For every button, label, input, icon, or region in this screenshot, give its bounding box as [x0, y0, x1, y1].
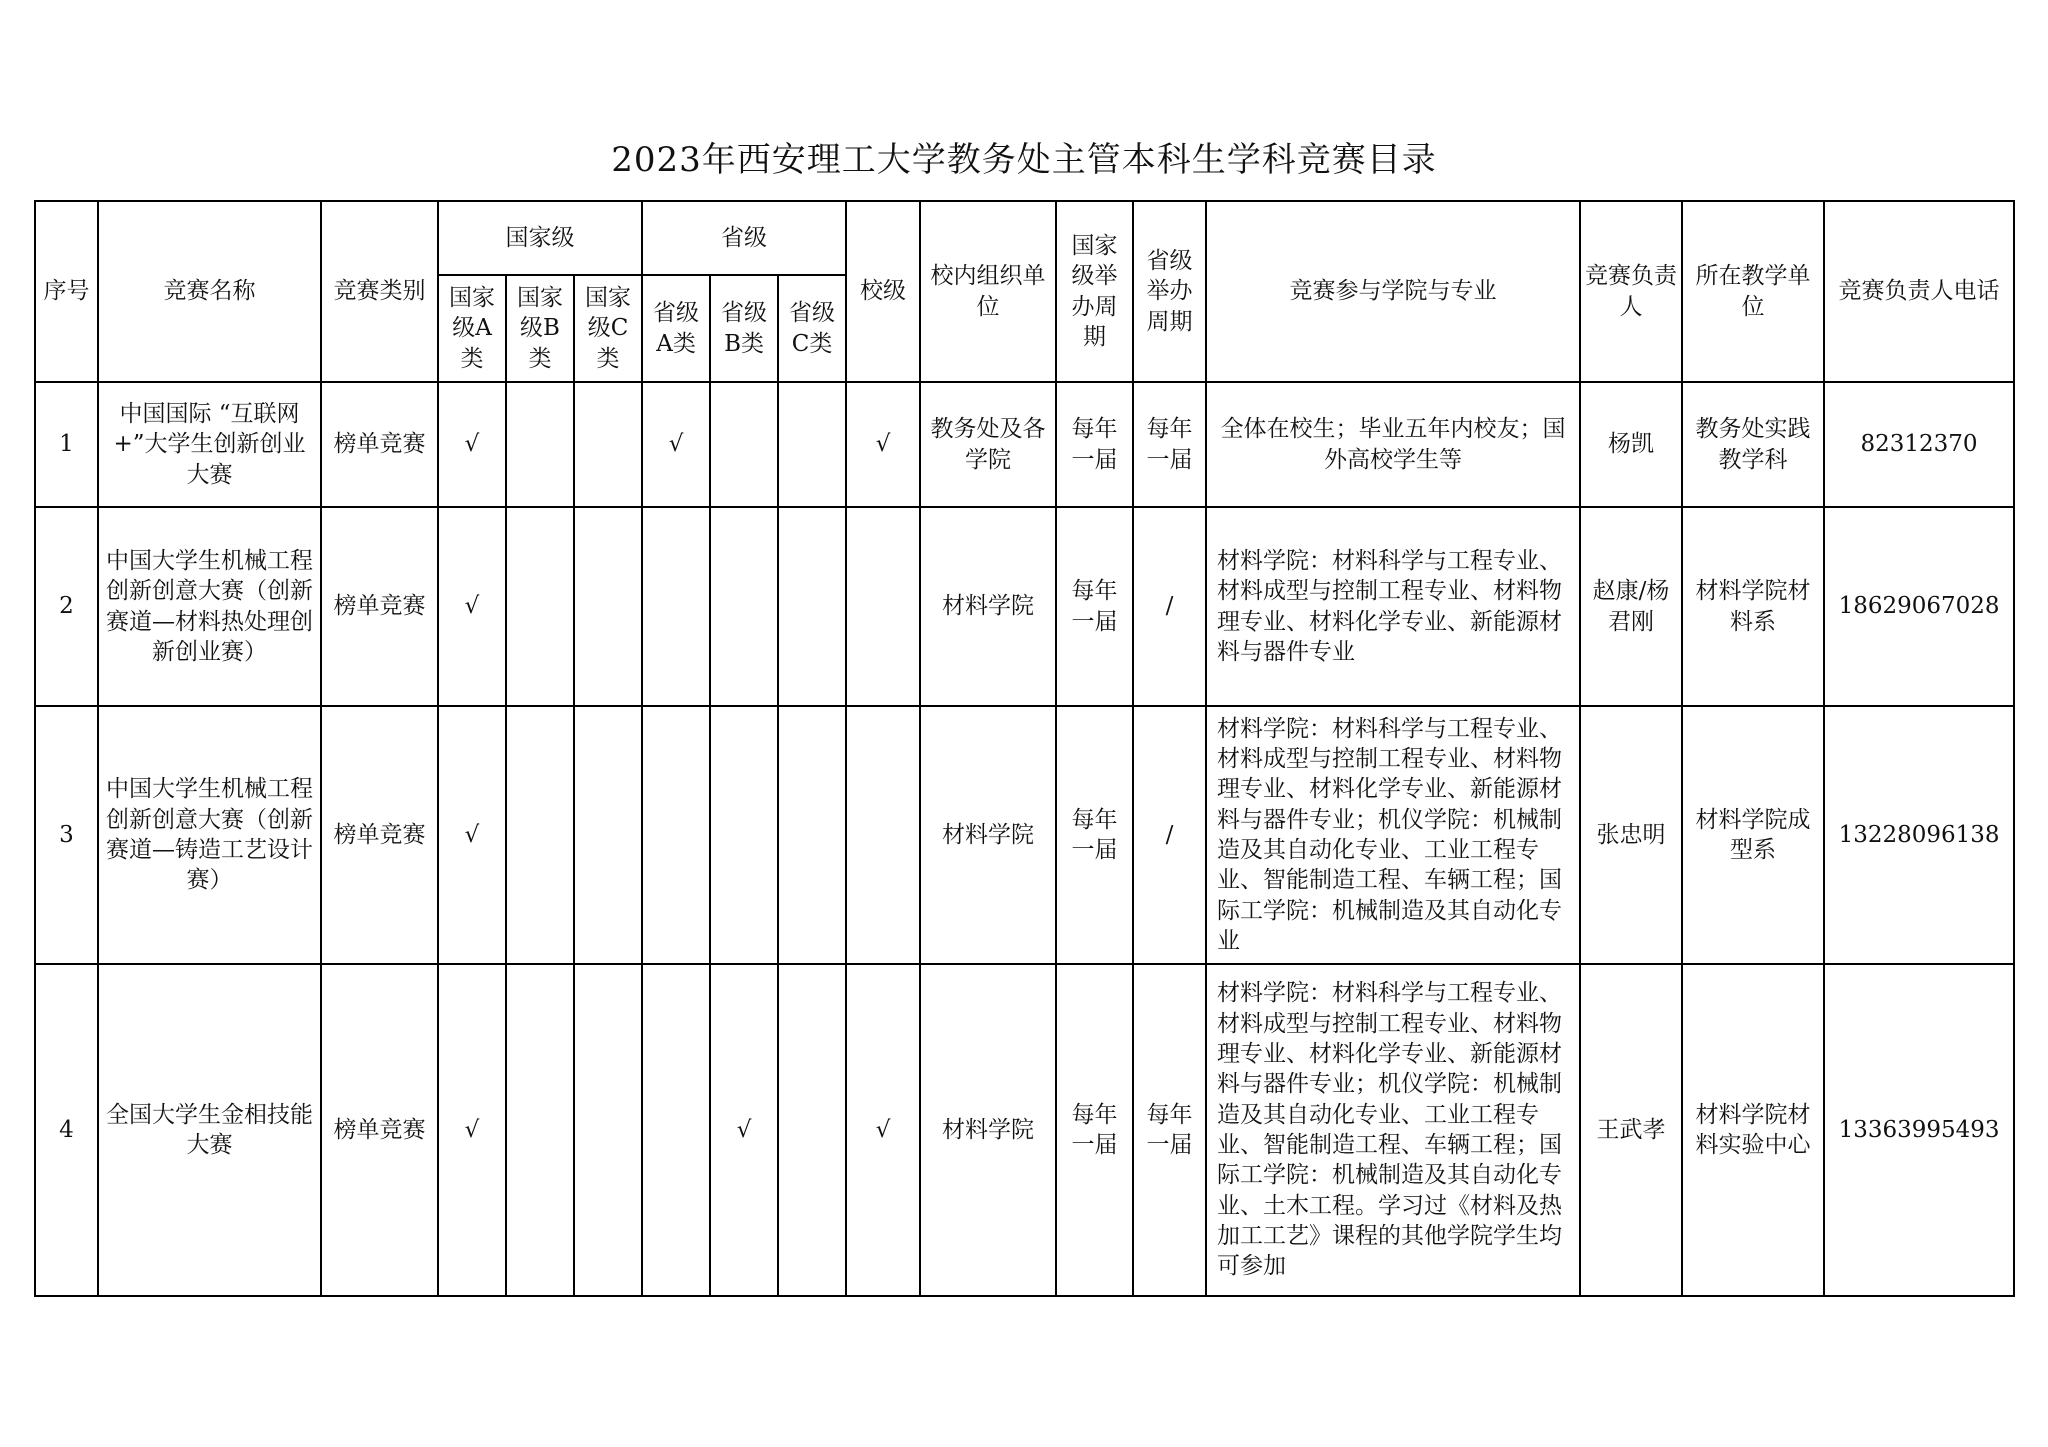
- table-row: [35, 706, 2014, 964]
- cell-leader: 张忠明: [1580, 706, 1682, 964]
- cell-provincial-c: [778, 964, 846, 1296]
- header-provincial-cycle: 省级举办周期: [1133, 201, 1206, 382]
- header-national-b: 国家级B类: [506, 275, 574, 382]
- header-organizer: 校内组织单位: [920, 201, 1056, 382]
- cell-national-b: [506, 382, 574, 507]
- cell-category: 榜单竞赛: [321, 706, 438, 964]
- page-title: 2023年西安理工大学教务处主管本科生学科竞赛目录: [611, 140, 1437, 180]
- cell-organizer: 教务处及各学院: [920, 382, 1056, 507]
- cell-unit: 材料学院材料实验中心: [1682, 964, 1824, 1296]
- cell-provincial-a: √: [642, 382, 710, 507]
- cell-provincial-cycle: 每年一届: [1133, 964, 1206, 1296]
- cell-national-c: [574, 706, 642, 964]
- cell-seq: 3: [35, 706, 98, 964]
- header-provincial: 省级: [642, 201, 846, 275]
- cell-provincial-b: [710, 706, 778, 964]
- cell-seq: 4: [35, 964, 98, 1296]
- header-unit: 所在教学单位: [1682, 201, 1824, 382]
- header-seq: 序号: [35, 201, 98, 382]
- cell-name: 中国大学生机械工程创新创意大赛（创新赛道—材料热处理创新创业赛）: [98, 507, 321, 706]
- cell-national-b: [506, 706, 574, 964]
- header-national: 国家级: [438, 201, 642, 275]
- cell-organizer: 材料学院: [920, 964, 1056, 1296]
- header-provincial-a: 省级A类: [642, 275, 710, 382]
- table-row: [35, 507, 2014, 706]
- cell-provincial-c: [778, 507, 846, 706]
- cell-unit: 材料学院成型系: [1682, 706, 1824, 964]
- cell-leader: 王武孝: [1580, 964, 1682, 1296]
- cell-national-c: [574, 964, 642, 1296]
- cell-national-b: [506, 507, 574, 706]
- header-national-a: 国家级A类: [438, 275, 506, 382]
- cell-unit: 材料学院材料系: [1682, 507, 1824, 706]
- cell-provincial-c: [778, 382, 846, 507]
- cell-phone: 18629067028: [1824, 507, 2014, 706]
- cell-national-cycle: 每年一届: [1056, 507, 1133, 706]
- cell-organizer: 材料学院: [920, 507, 1056, 706]
- cell-provincial-a: [642, 964, 710, 1296]
- cell-provincial-c: [778, 706, 846, 964]
- cell-national-cycle: 每年一届: [1056, 382, 1133, 507]
- cell-national-a: √: [438, 507, 506, 706]
- cell-national-a: √: [438, 706, 506, 964]
- cell-school: √: [846, 382, 920, 507]
- cell-category: 榜单竞赛: [321, 964, 438, 1296]
- header-participants: 竞赛参与学院与专业: [1206, 201, 1580, 382]
- cell-organizer: 材料学院: [920, 706, 1056, 964]
- cell-name: 中国国际 “互联网+”大学生创新创业大赛: [98, 382, 321, 507]
- cell-participants: 材料学院：材料科学与工程专业、材料成型与控制工程专业、材料物理专业、材料化学专业、新能源材料与器件专业；机仪学院：机械制造及其自动化专业、工业工程专业、智能制造工程、车辆工程；国际工学院：机械制造及其自动化专业、土木工程。学习过《材料及热加工工艺》课程的其他学院学生均可参加: [1206, 964, 1580, 1296]
- cell-name: 全国大学生金相技能大赛: [98, 964, 321, 1296]
- cell-phone: 82312370: [1824, 382, 2014, 507]
- competition-table: [34, 200, 2015, 1297]
- header-provincial-b: 省级B类: [710, 275, 778, 382]
- cell-school: √: [846, 964, 920, 1296]
- header-phone: 竞赛负责人电话: [1824, 201, 2014, 382]
- header-national-c: 国家级C类: [574, 275, 642, 382]
- cell-participants: 全体在校生；毕业五年内校友；国外高校学生等: [1206, 382, 1580, 507]
- cell-phone: 13228096138: [1824, 706, 2014, 964]
- cell-name: 中国大学生机械工程创新创意大赛（创新赛道—铸造工艺设计赛）: [98, 706, 321, 964]
- cell-participants: 材料学院：材料科学与工程专业、材料成型与控制工程专业、材料物理专业、材料化学专业、新能源材料与器件专业: [1206, 507, 1580, 706]
- cell-provincial-b: [710, 507, 778, 706]
- cell-national-c: [574, 382, 642, 507]
- cell-category: 榜单竞赛: [321, 507, 438, 706]
- cell-national-b: [506, 964, 574, 1296]
- cell-unit: 教务处实践教学科: [1682, 382, 1824, 507]
- cell-national-cycle: 每年一届: [1056, 964, 1133, 1296]
- cell-leader: 赵康/杨君刚: [1580, 507, 1682, 706]
- cell-national-cycle: 每年一届: [1056, 706, 1133, 964]
- header-school: 校级: [846, 201, 920, 382]
- cell-category: 榜单竞赛: [321, 382, 438, 507]
- header-provincial-c: 省级C类: [778, 275, 846, 382]
- cell-phone: 13363995493: [1824, 964, 2014, 1296]
- cell-national-a: √: [438, 382, 506, 507]
- cell-seq: 1: [35, 382, 98, 507]
- table-row: [35, 382, 2014, 507]
- header-name: 竞赛名称: [98, 201, 321, 382]
- table-row: [35, 964, 2014, 1296]
- cell-seq: 2: [35, 507, 98, 706]
- cell-provincial-a: [642, 706, 710, 964]
- cell-national-a: √: [438, 964, 506, 1296]
- cell-provincial-cycle: 每年一届: [1133, 382, 1206, 507]
- cell-school: [846, 507, 920, 706]
- cell-leader: 杨凯: [1580, 382, 1682, 507]
- cell-provincial-cycle: /: [1133, 507, 1206, 706]
- cell-provincial-a: [642, 507, 710, 706]
- header-row-1: [35, 201, 2014, 275]
- header-leader: 竞赛负责人: [1580, 201, 1682, 382]
- cell-provincial-cycle: /: [1133, 706, 1206, 964]
- header-national-cycle: 国家级举办周期: [1056, 201, 1133, 382]
- cell-provincial-b: √: [710, 964, 778, 1296]
- cell-participants: 材料学院：材料科学与工程专业、材料成型与控制工程专业、材料物理专业、材料化学专业、新能源材料与器件专业；机仪学院：机械制造及其自动化专业、工业工程专业、智能制造工程、车辆工程；国际工学院：机械制造及其自动化专业: [1206, 706, 1580, 964]
- cell-national-c: [574, 507, 642, 706]
- cell-provincial-b: [710, 382, 778, 507]
- cell-school: [846, 706, 920, 964]
- header-category: 竞赛类别: [321, 201, 438, 382]
